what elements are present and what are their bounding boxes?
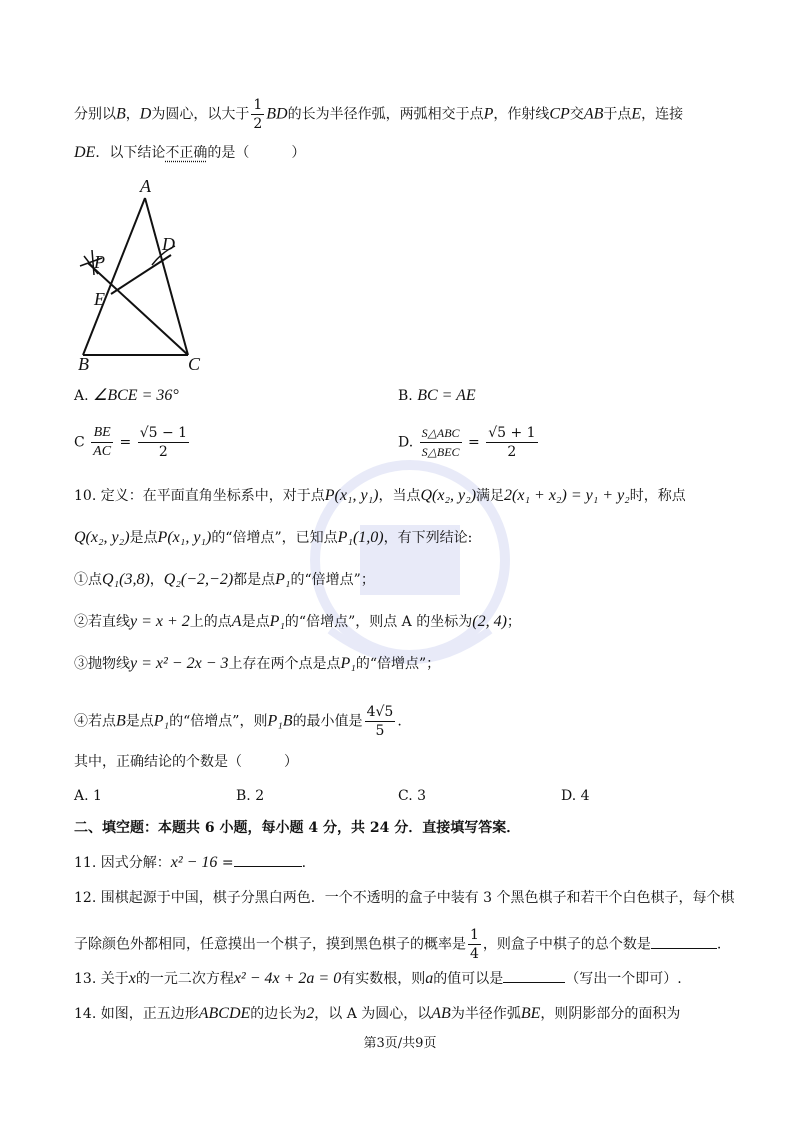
math: P₁ [340,655,356,672]
text: 的“倍增点”，则 [169,713,268,730]
math: BE [520,1005,541,1022]
equals: = [119,434,132,451]
math: ABCDE [198,1005,251,1022]
answer-blank[interactable] [503,968,565,983]
side-ac [145,198,188,355]
fraction-quarter [468,926,481,963]
text: 都是点 [233,572,276,588]
math: P₁B [267,712,293,730]
q10-option-c: C. 3 [398,788,427,804]
var-p: P [483,105,494,123]
text: 时，称点 [629,488,686,504]
var-e: E [631,105,642,123]
math: x [128,970,136,987]
frac-den: S△BEC [421,445,460,459]
section-heading: 二、填空题：本题共 6 小题，每小题 4 分，共 24 分．直接填写答案． [74,820,521,836]
text: . [301,855,307,871]
text: ， [125,106,140,123]
answer-blank[interactable] [234,852,302,867]
math: 2 [306,1005,315,1022]
frac-den: 2 [507,444,517,460]
option-text: ∠BCE = 36° [93,387,179,404]
label-b: B [78,354,89,374]
text: 的最小值是 [292,713,363,730]
text: . [716,936,722,953]
text: 其中，正确结论的个数是（ ） [74,754,298,770]
text: 是点 [125,713,154,730]
var-cp: CP [549,105,570,123]
math: P₁ [153,712,170,730]
text: 为圆心，以大于 [151,106,250,123]
text: 的“倍增点”； [290,572,375,588]
watermark-logo [300,430,520,690]
q10-ask [74,752,298,772]
label-p: P [94,252,105,272]
label-c: C [188,354,201,374]
q12-line1: 12. 围棋起源于中国，棋子分黑白两色．一个不透明的盒子中装有 3 个黑色棋子和若干个白色棋子，每个棋 [74,890,735,906]
q14 [74,1004,680,1024]
text: 的是（ ） [207,145,306,161]
text: 的“倍增点”，则点 A 的坐标为 [284,614,473,630]
math: AB [431,1005,451,1022]
math: P(x₁, y₁) [157,529,212,546]
q10-line2 [74,528,472,548]
emphasis-text: 不正确 [165,145,208,161]
frac-den: AC [93,444,112,459]
text: 14. 如图，正五边形 [74,1006,199,1022]
q10-option-d: D. 4 [561,788,590,804]
q12-line2 [74,926,721,963]
text: 的值可以是 [433,971,504,987]
fraction-root [138,424,189,461]
math: P(x₁, y₁) [324,487,379,504]
math: P₁ [269,613,285,630]
var-b: B [116,105,126,123]
frac-den: 2 [253,116,263,132]
q10-statement-2 [74,612,521,632]
page-footer: 第3页/共9页 [363,1036,437,1051]
math: B [116,712,126,730]
fraction-root [486,424,537,461]
text: 于点 [603,106,632,123]
text: 分别以 [74,106,116,123]
q10-statement-1 [74,570,375,590]
fraction-area [420,424,462,461]
q9-line1 [74,96,683,133]
math: A [231,613,242,630]
label-a: A [140,176,151,196]
option-label: B. [398,388,413,404]
text: ，则盒子中棋子的总个数是 [482,936,651,953]
triangle-figure [70,170,210,380]
q10-statement-3 [74,654,440,674]
text: ②若直线 [74,614,130,630]
text: （写出一个即可）. [565,971,682,987]
option-label: C [74,434,85,451]
text: 上的点 [189,614,232,630]
q10-option-a: A. 1 [74,788,102,804]
frac-den: 4 [470,946,479,962]
var-ab: AB [583,105,604,123]
text: 交 [569,106,584,123]
text: 11. 因式分解： [74,855,171,871]
math: Q(x₂, y₂) [420,487,477,504]
text: ，连接 [641,106,684,123]
answer-blank[interactable] [651,934,717,949]
text: 子除颜色外都相同，任意摸出一个棋子，摸到黑色棋子的概率是 [74,936,466,953]
text: 的“倍增点”； [355,656,441,672]
math: y = x² − 2x − 3 [130,655,229,672]
text: ，作射线 [493,106,550,123]
math: Q(x₂, y₂) [74,529,130,546]
q10-statement-4 [74,703,402,740]
q9-line2 [74,143,305,163]
fraction-be-ac [91,424,113,461]
q10-line1 [74,486,686,506]
text: 的“倍增点”，已知点 [211,530,338,546]
q10-option-b: B. 2 [236,788,265,804]
frac-num: BE [91,424,113,443]
option-label: D. [398,434,414,451]
text: . [397,713,402,730]
frac-num: 4√5 [366,704,394,720]
math: x² − 4x + 2a = 0 [233,970,342,987]
text: 有实数根，则 [341,971,426,987]
math: (2, 4) [472,613,507,630]
text: 满足 [476,488,505,504]
math: P₁(1,0) [337,529,384,546]
text: ④若点 [74,713,116,730]
fraction-min [365,703,396,740]
frac-num: √5 − 1 [139,425,188,441]
text: 上存在两个点是点 [228,656,341,672]
q11 [74,852,306,873]
math: P₁ [275,571,291,588]
math: Q₂(−2,−2) [163,571,234,588]
text: 的一元二次方程 [135,971,234,987]
text: = [217,855,234,871]
q9-option-a [74,386,179,406]
option-label: A. [74,388,89,404]
q9-option-b [398,386,476,406]
frac-num: 1 [253,97,263,113]
text: 的边长为 [250,1006,307,1022]
math: a [425,970,434,987]
fraction-half [251,96,264,133]
q9-option-c [74,424,191,461]
text: 13. 关于 [74,971,129,987]
text: 是点 [129,530,158,546]
option-text: BC = AE [417,387,476,404]
frac-den: 2 [158,444,168,460]
text: ③抛物线 [74,656,130,672]
math: y = x + 2 [130,613,190,630]
frac-num: √5 + 1 [488,425,536,441]
frac-num: 1 [470,927,479,943]
text: ，当点 [378,488,421,504]
text: ； [506,614,521,630]
text: ，则阴影部分的面积为 [540,1006,681,1022]
math: Q₁(3,8) [102,571,150,588]
q13 [74,968,682,989]
text: ，以 A 为圆心，以 [314,1006,432,1022]
var-de: DE [74,144,96,161]
math: x² − 16 [170,854,218,871]
text: 是点 [241,614,270,630]
frac-den: 5 [375,723,385,739]
equals: = [468,434,480,451]
var-bd: BD [266,105,288,123]
text: 10. 定义：在平面直角坐标系中，对于点 [74,488,325,504]
label-e: E [94,289,105,309]
text: ．以下结论 [95,145,166,161]
text: 为半径作弧 [450,1006,521,1022]
var-d: D [139,105,152,123]
label-d: D [162,234,175,254]
math: 2(x₁ + x₂) = y₁ + y₂ [504,487,630,504]
side-ab [83,198,145,355]
q9-option-d [398,424,540,461]
text: 的长为半径作弧，两弧相交于点 [287,106,484,123]
text: ， [149,572,164,588]
text: ，有下列结论: [383,530,473,546]
frac-num: S△ABC [420,424,462,443]
text: ①点 [74,572,102,588]
